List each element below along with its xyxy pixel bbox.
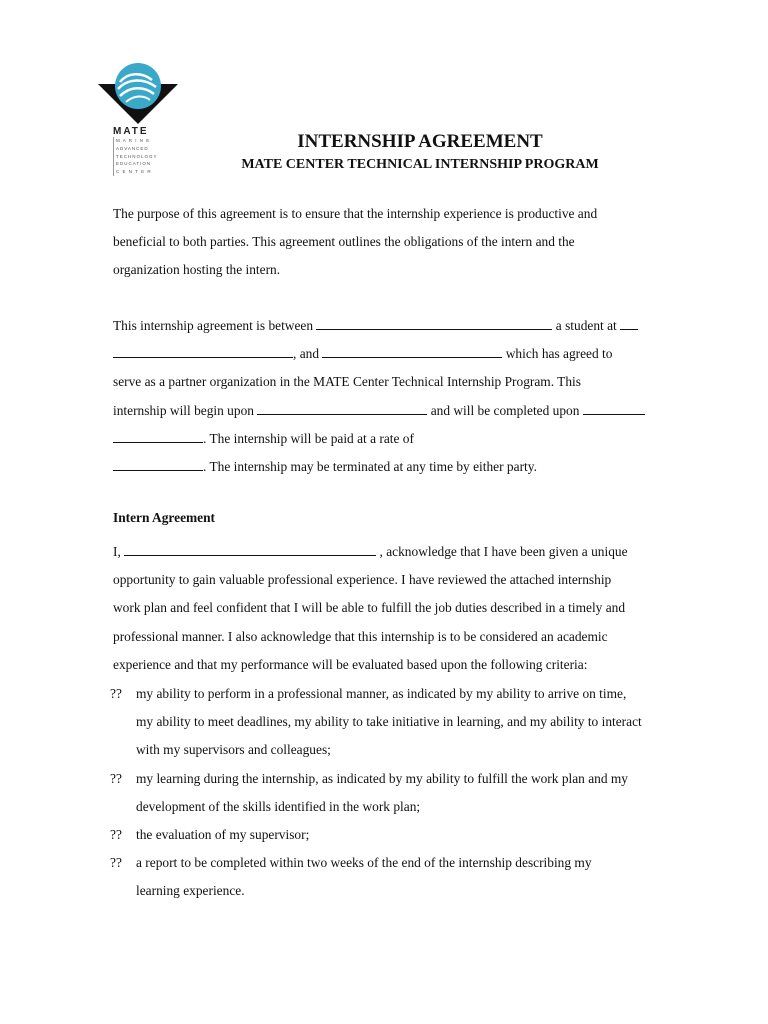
document-subtitle: MATE CENTER TECHNICAL INTERNSHIP PROGRAM — [241, 157, 599, 172]
document-title: INTERNSHIP AGREEMENT — [297, 131, 543, 152]
text-line: my ability to meet deadlines, my ability to take initiative in learning, and my ability to interact — [136, 714, 642, 730]
mate-logo-icon — [98, 58, 178, 124]
text-line: The purpose of this agreement is to ensure that the internship experience is productive and — [113, 206, 598, 221]
intern-name-blank[interactable] — [316, 315, 552, 330]
text-line — [113, 453, 658, 481]
list-item — [110, 849, 658, 905]
logo-line: EDUCATION — [113, 160, 163, 168]
text-line — [113, 312, 658, 340]
text-line: with my supervisors and colleagues; — [136, 742, 331, 758]
purpose-paragraph — [113, 200, 658, 285]
bullet-marker: ?? — [110, 855, 122, 871]
text-line: serve as a partner organization in the MATE Center Technical Internship Program. This — [113, 374, 581, 390]
text-segment: which has agreed to — [505, 346, 613, 362]
intern-agreement-paragraph — [113, 538, 658, 679]
logo-line: C E N T E R — [113, 168, 163, 176]
list-item — [110, 821, 658, 849]
text-segment: This internship agreement is between — [113, 318, 314, 333]
start-date-blank[interactable] — [257, 400, 427, 415]
school-blank-continued[interactable] — [113, 343, 293, 358]
text-line: beneficial to both parties. This agreement outlines the obligations of the intern and the — [113, 234, 575, 250]
text-line: a report to be completed within two weeks of the end of the internship describing my — [136, 855, 592, 871]
end-date-blank-continued[interactable] — [113, 428, 203, 443]
text-line: my ability to perform in a professional manner, as indicated by my ability to arrive on time, — [136, 686, 627, 701]
text-line — [113, 397, 658, 425]
list-item — [110, 765, 658, 821]
text-segment: . The internship may be terminated at any time by either party. — [203, 459, 537, 475]
logo-line: TECHNOLOGY — [113, 153, 163, 161]
text-segment: and will be completed upon — [430, 402, 580, 418]
list-item — [110, 680, 658, 765]
text-line: experience and that my performance will be evaluated based upon the following criteria: — [113, 656, 588, 672]
end-date-blank[interactable] — [583, 400, 645, 415]
text-line: development of the skills identified in the work plan; — [136, 798, 421, 814]
logo-name: MATE — [113, 126, 149, 137]
text-segment: a student at — [555, 318, 617, 333]
criteria-list — [110, 680, 658, 906]
text-line — [113, 425, 658, 453]
text-line: the evaluation of my supervisor; — [136, 827, 310, 843]
bullet-marker: ?? — [110, 770, 122, 786]
logo-line: ADVANCED — [113, 145, 163, 153]
intern-agreement-heading: Intern Agreement — [113, 510, 216, 525]
text-line: work plan and feel confident that I will be able to fulfill the job duties described in a timely and — [113, 600, 626, 616]
text-segment: , and — [293, 346, 320, 362]
text-line — [113, 340, 658, 368]
text-line: organization hosting the intern. — [113, 262, 281, 278]
text-line: learning experience. — [136, 883, 245, 899]
parties-paragraph — [113, 312, 658, 481]
logo-line: M A R I N E — [113, 137, 163, 145]
text-line: professional manner. I also acknowledge that this internship is to be considered an academic — [113, 628, 608, 644]
text-segment: internship will begin upon — [113, 402, 254, 418]
intern-signature-name-blank[interactable] — [124, 541, 376, 556]
mate-logo — [98, 58, 178, 124]
text-line — [113, 538, 658, 566]
pay-rate-blank[interactable] — [113, 456, 203, 471]
text-segment: , acknowledge that I have been given a unique — [379, 544, 628, 559]
text-segment: I, — [113, 544, 121, 559]
text-line: my learning during the internship, as indicated by my ability to fulfill the work plan and my — [136, 770, 629, 786]
school-blank[interactable] — [620, 315, 638, 330]
text-line: opportunity to gain valuable professional experience. I have reviewed the attached internship — [113, 572, 612, 588]
bullet-marker: ?? — [110, 686, 122, 701]
organization-blank[interactable] — [322, 343, 502, 358]
bullet-marker: ?? — [110, 827, 122, 843]
text-segment: . The internship will be paid at a rate of — [203, 430, 414, 446]
